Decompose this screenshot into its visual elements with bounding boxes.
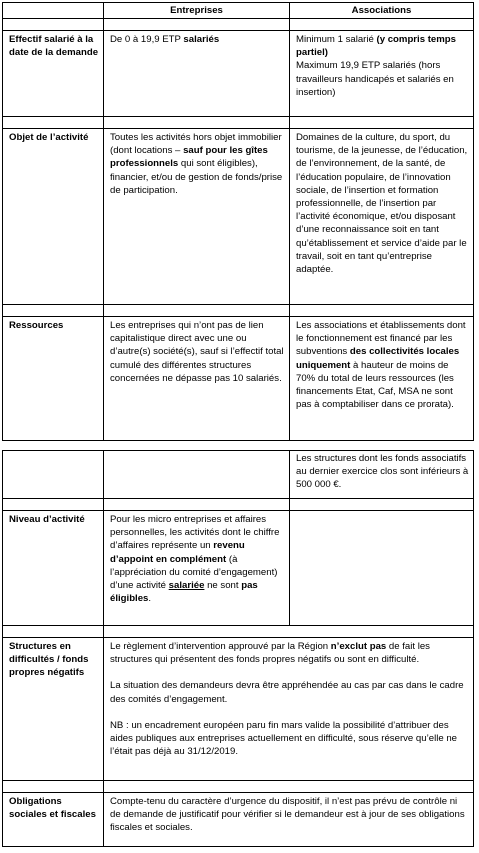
difficultes-p1: Le règlement d’intervention approuvé par la Région n’exclut pas de fait les structures qui présentent des fonds propres négatifs ou sont en difficulté. (110, 641, 430, 666)
row-obligations (2, 792, 474, 847)
row-label-obligations: Obligations sociales et fiscales (9, 796, 96, 821)
row-label-effectif: Effectif salarié à la date de la demande (9, 34, 99, 59)
difficultes-p3: NB : un encadrement européen paru fin mars valide la possibilité d’attribuer des aides publiques aux entreprises actuellement en difficulté, sous réserve qu’elle ne l’était pas déjà au 31/12/2019. (110, 719, 458, 758)
row-label-niveau: Niveau d’activité (9, 514, 85, 525)
row-niveau (2, 510, 474, 625)
objet-entreprises: Toutes les activités hors objet immobilier (dont locations – sauf pour les gîtes professionnels qui sont éligibles), financier, et/ou de gestion de fonds/prise de participation. (110, 132, 283, 196)
header-entreprises: Entreprises (170, 5, 223, 16)
row-ressources (2, 316, 474, 441)
row-label-ressources: Ressources (9, 320, 64, 331)
effectif-entreprises: De 0 à 19,9 ETP salariés (110, 34, 220, 45)
spacer-row (2, 18, 474, 30)
niveau-entreprises: Pour les micro entreprises et affaires personnelles, les activités dont le chiffre d’affaires représente un revenu d’appoint en complément (à l’appréciation du comité d’engagement) d’une activité salariée ne sont pas éligibles. (110, 514, 280, 605)
row-objet (2, 128, 474, 304)
ressources-entreprises: Les entreprises qui n’ont pas de lien capitalistique direct avec une ou d’autre(s) société(s), sauf si l’effectif total cumulé des différentes structures concernées ne dépasse pas 10 salariés. (110, 320, 284, 384)
objet-associations: Domaines de la culture, du sport, du tourisme, de la jeunesse, de l’éducation, de l’environnement, de la santé, de l’éducation populaire, de l’innovation sociale, de l’insertion et formation professionnelle, de l’insertion par l’activité économique, et/ou disposant d’une reconnaissance soit en tant qu’établissement et service d’aide par le travail, soit en tant qu’entreprise adaptée. (296, 132, 468, 276)
effectif-associations: Minimum 1 salarié (y compris temps partiel) Maximum 19,9 ETP salariés (hors travailleurs handicapés et salariés en insertion) (296, 34, 456, 98)
fonds-associations: Les structures dont les fonds associatifs au dernier exercice clos sont inférieurs à 500 000 €. (296, 453, 469, 491)
row-label-difficultes: Structures en difficultés / fonds propres négatifs (9, 641, 89, 679)
ressources-associations: Les associations et établissements dont le fonctionnement est financé par les subventions des collectivités locales uniquement à hauteur de moins de 70% du total de leurs ressources (les financements Etat, Caf, MSA ne sont pas à comptabiliser dans ce prorata). (296, 320, 466, 411)
difficultes-text (110, 640, 469, 758)
header-associations: Associations (351, 5, 412, 16)
row-effectif (2, 30, 474, 116)
row-difficultes (2, 637, 474, 780)
row-fonds (2, 450, 474, 498)
obligations-text: Compte-tenu du caractère d’urgence du dispositif, il n’est pas prévu de contrôle ni de demande de justificatif pour vérifier si le demandeur est à jour de ses obligations fiscales et sociales. (110, 796, 465, 834)
row-label-objet: Objet de l’activité (9, 132, 89, 143)
difficultes-p2: La situation des demandeurs devra être appréhendée au cas par cas dans le cadre des comités d’engagement. (110, 680, 464, 705)
header-row (2, 2, 474, 18)
